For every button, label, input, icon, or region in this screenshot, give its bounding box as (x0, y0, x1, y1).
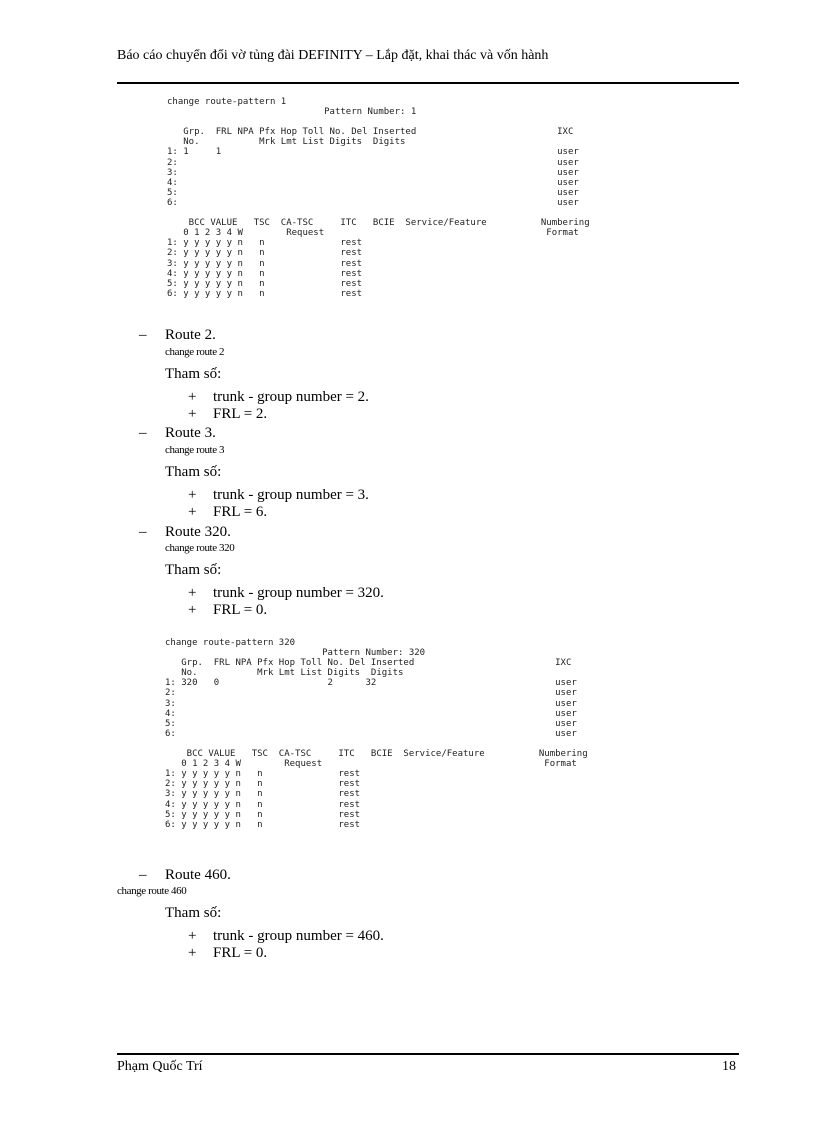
terminal-screen-route-pattern-1: change route-pattern 1 Pattern Number: 1 Grp. FRL NPA Pfx Hop Toll No. Del Inserted IXC No. Mrk Lmt List Digits Digits 1: 1 1 user 2: user 3: user 4: user 5: user 6: user BCC VALUE TSC CA-TSC ITC BCIE Service/Feature Numbering 0 1 2 3 4 W Request Format 1: y y y y y n n rest 2: y y y y y n n rest 3: y y y y y n n rest 4: y y y y y n n rest 5: y y y y y n n rest 6: y y y y y n n rest (167, 97, 590, 299)
terminal-screen-route-pattern-320: change route-pattern 320 Pattern Number: 320 Grp. FRL NPA Pfx Hop Toll No. Del Inserted IXC No. Mrk Lmt List Digits Digits 1: 320 0 2 32 user 2: user 3: user 4: user 5: user 6: user BCC VALUE TSC CA-TSC ITC BCIE Service/Feature Numbering 0 1 2 3 4 W Request Format 1: y y y y y n n rest 2: y y y y y n n rest 3: y y y y y n n rest 4: y y y y y n n rest 5: y y y y y n n rest 6: y y y y y n n rest (165, 638, 588, 830)
params-label: Tham số: (165, 562, 222, 578)
dash-bullet: – (139, 425, 147, 441)
dash-bullet: – (139, 524, 147, 540)
plus-bullet: + (188, 487, 197, 503)
plus-bullet: + (188, 389, 197, 405)
param-frl: FRL = 2. (213, 406, 268, 422)
dash-bullet: – (139, 327, 147, 343)
page-header-title: Báo cáo chuyển đổi vờ tủng đài DEFINITY – Lắp đặt, khai thác và vốn hành (117, 48, 549, 63)
footer-rule (117, 1053, 739, 1055)
route-heading: Route 320. (165, 524, 231, 540)
param-trunk-group: trunk - group number = 3. (213, 487, 369, 503)
route-command: change route 460 (117, 885, 187, 897)
route-command: change route 3 (165, 444, 225, 456)
param-trunk-group: trunk - group number = 2. (213, 389, 369, 405)
param-trunk-group: trunk - group number = 460. (213, 928, 384, 944)
plus-bullet: + (188, 602, 197, 618)
plus-bullet: + (188, 504, 197, 520)
params-label: Tham số: (165, 464, 222, 480)
route-heading: Route 460. (165, 867, 231, 883)
route-heading: Route 3. (165, 425, 216, 441)
params-label: Tham số: (165, 366, 222, 382)
header-rule (117, 82, 739, 84)
plus-bullet: + (188, 406, 197, 422)
params-label: Tham số: (165, 905, 222, 921)
route-heading: Route 2. (165, 327, 216, 343)
plus-bullet: + (188, 585, 197, 601)
param-frl: FRL = 0. (213, 602, 268, 618)
param-trunk-group: trunk - group number = 320. (213, 585, 384, 601)
param-frl: FRL = 0. (213, 945, 268, 961)
plus-bullet: + (188, 928, 197, 944)
route-command: change route 320 (165, 542, 235, 554)
plus-bullet: + (188, 945, 197, 961)
page-number: 18 (722, 1059, 736, 1074)
param-frl: FRL = 6. (213, 504, 268, 520)
route-command: change route 2 (165, 346, 225, 358)
dash-bullet: – (139, 867, 147, 883)
footer-author: Phạm Quốc Trí (117, 1059, 203, 1074)
